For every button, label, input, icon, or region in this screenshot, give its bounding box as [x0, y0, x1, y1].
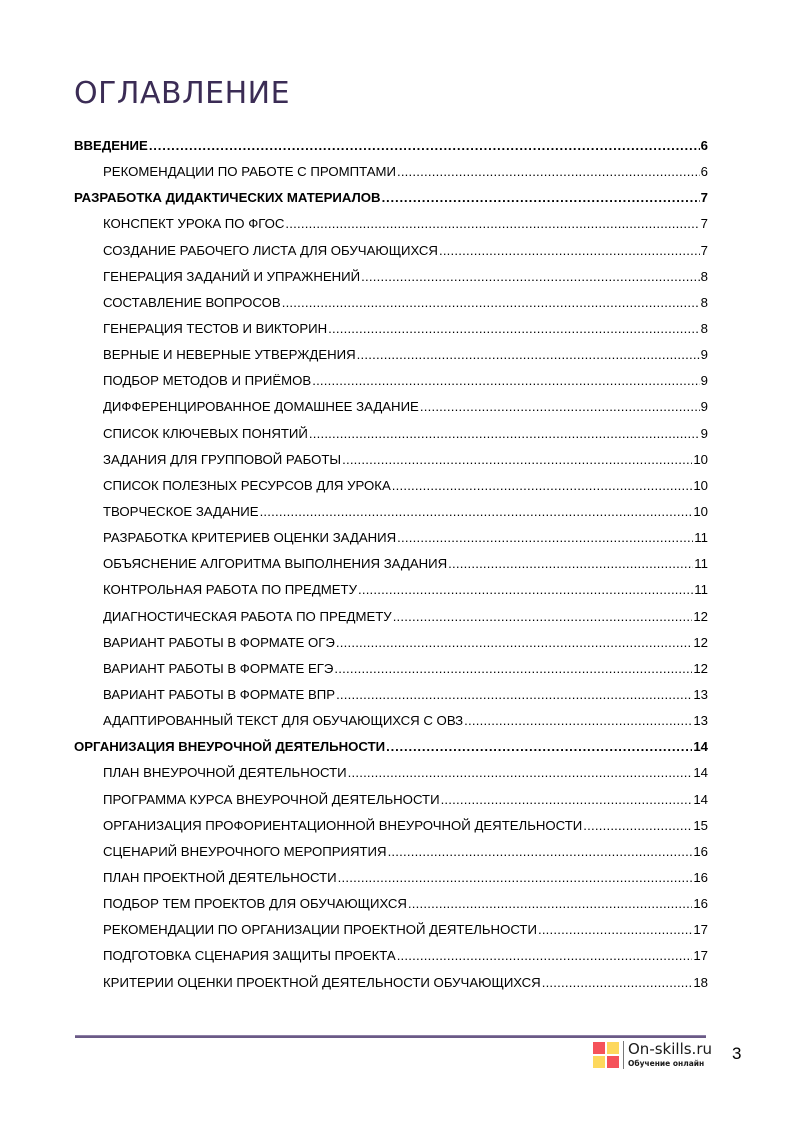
- toc-entry-label: ВАРИАНТ РАБОТЫ В ФОРМАТЕ ОГЭ: [103, 634, 335, 650]
- dot-leader: [420, 397, 700, 417]
- toc-entry-page: 14: [693, 791, 708, 807]
- toc-entry-label: РАЗРАБОТКА КРИТЕРИЕВ ОЦЕНКИ ЗАДАНИЯ: [103, 530, 397, 546]
- toc-entry-label: РЕКОМЕНДАЦИИ ПО РАБОТЕ С ПРОМПТАМИ: [103, 164, 396, 180]
- dot-leader: [583, 816, 692, 836]
- toc-subsection-link[interactable]: [74, 345, 708, 371]
- toc-entry-label: ПОДГОТОВКА СЦЕНАРИЯ ЗАЩИТЫ ПРОЕКТА: [103, 948, 396, 964]
- toc-entry-page: 10: [693, 503, 708, 519]
- toc-section-link[interactable]: [74, 188, 708, 214]
- toc-entry-label: РАЗРАБОТКА ДИДАКТИЧЕСКИХ МАТЕРИАЛОВ: [74, 190, 381, 206]
- dot-leader: [358, 580, 693, 600]
- logo-square-yellow: [607, 1042, 619, 1054]
- toc-entry-page: 6: [700, 164, 708, 180]
- dot-leader: [388, 842, 693, 862]
- dot-leader: [397, 162, 700, 182]
- toc-subsection-link[interactable]: [74, 554, 708, 580]
- dot-leader: [285, 214, 699, 234]
- toc-entry-label: ЗАДАНИЯ ДЛЯ ГРУППОВОЙ РАБОТЫ: [103, 451, 342, 467]
- toc-entry-page: 16: [693, 843, 708, 859]
- toc-entry-page: 8: [700, 320, 708, 336]
- toc-section-link[interactable]: [74, 136, 708, 162]
- dot-leader: [448, 554, 693, 574]
- toc-entry-page: 14: [693, 765, 708, 781]
- logo-square-yellow: [593, 1056, 605, 1068]
- toc-entry-page: 12: [693, 660, 708, 676]
- dot-leader: [542, 973, 693, 993]
- toc-subsection-link[interactable]: [74, 528, 708, 554]
- toc-entry-page: 15: [693, 817, 708, 833]
- dot-leader: [338, 868, 693, 888]
- toc-entry-label: ОРГАНИЗАЦИЯ ВНЕУРОЧНОЙ ДЕЯТЕЛЬНОСТИ: [74, 739, 386, 755]
- logo-name: On-skills.ru: [628, 1040, 712, 1059]
- dot-leader: [397, 528, 693, 548]
- logo-tagline: Обучение онлайн: [628, 1059, 705, 1069]
- dot-leader: [312, 371, 699, 391]
- toc-entry-page: 13: [693, 713, 708, 729]
- toc-entry-page: 11: [694, 556, 708, 572]
- toc-entry-label: ДИАГНОСТИЧЕСКАЯ РАБОТА ПО ПРЕДМЕТУ: [103, 608, 392, 624]
- toc-subsection-link[interactable]: [74, 711, 708, 737]
- toc-entry-page: 14: [693, 739, 708, 755]
- dot-leader: [464, 711, 692, 731]
- toc-entry-page: 17: [693, 922, 708, 938]
- dot-leader: [393, 607, 693, 627]
- dot-leader: [342, 450, 692, 470]
- toc-entry-label: ГЕНЕРАЦИЯ ТЕСТОВ И ВИКТОРИН: [103, 320, 328, 336]
- toc-subsection-link[interactable]: [74, 397, 708, 423]
- toc-subsection-link[interactable]: [74, 476, 708, 502]
- toc-entry-page: 6: [700, 138, 708, 153]
- dot-leader: [336, 633, 692, 653]
- logo-separator: [623, 1041, 624, 1069]
- dot-leader: [309, 424, 700, 444]
- toc-entry-label: ПРОГРАММА КУРСА ВНЕУРОЧНОЙ ДЕЯТЕЛЬНОСТИ: [103, 791, 440, 807]
- toc-subsection-link[interactable]: [74, 293, 708, 319]
- dot-leader: [538, 920, 692, 940]
- toc-entry-page: 11: [694, 530, 708, 546]
- toc-entry-page: 12: [693, 634, 708, 650]
- toc-subsection-link[interactable]: [74, 633, 708, 659]
- dot-leader: [282, 293, 700, 313]
- toc-entry-page: 9: [700, 373, 708, 389]
- dot-leader: [260, 502, 693, 522]
- toc-entry-page: 7: [700, 190, 708, 206]
- dot-leader: [408, 894, 692, 914]
- toc-subsection-link[interactable]: [74, 162, 708, 188]
- on-skills-logo[interactable]: [593, 1041, 712, 1069]
- toc-subsection-link[interactable]: [74, 842, 708, 868]
- toc-subsection-link[interactable]: [74, 371, 708, 397]
- toc-entry-page: 16: [693, 896, 708, 912]
- toc-subsection-link[interactable]: [74, 424, 708, 450]
- toc-subsection-link[interactable]: [74, 816, 708, 842]
- toc-entry-label: ГЕНЕРАЦИЯ ЗАДАНИЙ И УПРАЖНЕНИЙ: [103, 268, 361, 284]
- toc-entry-page: 9: [700, 425, 708, 441]
- toc-entry-page: 11: [694, 582, 708, 598]
- toc-entry-page: 9: [700, 399, 708, 415]
- toc-entry-label: ВЕРНЫЕ И НЕВЕРНЫЕ УТВЕРЖДЕНИЯ: [103, 347, 356, 363]
- footer-divider: [75, 1035, 706, 1038]
- toc-subsection-link[interactable]: [74, 920, 708, 946]
- toc-subsection-link[interactable]: [74, 450, 708, 476]
- toc-entry-page: 7: [700, 242, 708, 258]
- toc-subsection-link[interactable]: [74, 973, 708, 999]
- dot-leader: [348, 763, 693, 783]
- toc-subsection-link[interactable]: [74, 685, 708, 711]
- page-number: 3: [732, 1044, 742, 1063]
- toc-subsection-link[interactable]: [74, 790, 708, 816]
- toc-subsection-link[interactable]: [74, 659, 708, 685]
- toc-entry-label: ПЛАН ПРОЕКТНОЙ ДЕЯТЕЛЬНОСТИ: [103, 869, 337, 885]
- toc-subsection-link[interactable]: [74, 580, 708, 606]
- dot-leader: [382, 188, 700, 208]
- dot-leader: [439, 241, 700, 261]
- toc-entry-label: АДАПТИРОВАННЫЙ ТЕКСТ ДЛЯ ОБУЧАЮЩИХСЯ С ОВЗ: [103, 713, 464, 729]
- toc-entry-label: ПОДБОР ТЕМ ПРОЕКТОВ ДЛЯ ОБУЧАЮЩИХСЯ: [103, 896, 407, 912]
- logo-square-red: [593, 1042, 605, 1054]
- toc-entry-label: ВАРИАНТ РАБОТЫ В ФОРМАТЕ ЕГЭ: [103, 660, 334, 676]
- toc-subsection-link[interactable]: [74, 319, 708, 345]
- toc-entry-label: СПИСОК ПОЛЕЗНЫХ РЕСУРСОВ ДЛЯ УРОКА: [103, 477, 391, 493]
- toc-entry-label: СПИСОК КЛЮЧЕВЫХ ПОНЯТИЙ: [103, 425, 308, 441]
- toc-subsection-link[interactable]: [74, 502, 708, 528]
- toc-entry-label: СОЗДАНИЕ РАБОЧЕГО ЛИСТА ДЛЯ ОБУЧАЮЩИХСЯ: [103, 242, 438, 258]
- dot-leader: [441, 790, 693, 810]
- toc-subsection-link[interactable]: [74, 894, 708, 920]
- toc-entry-page: 17: [693, 948, 708, 964]
- dot-leader: [357, 345, 700, 365]
- toc-subsection-link[interactable]: [74, 868, 708, 894]
- toc-entry-page: 8: [700, 294, 708, 310]
- dot-leader: [334, 659, 692, 679]
- toc-subsection-link[interactable]: [74, 607, 708, 633]
- dot-leader: [336, 685, 692, 705]
- toc-entry-label: ДИФФЕРЕНЦИРОВАННОЕ ДОМАШНЕЕ ЗАДАНИЕ: [103, 399, 419, 415]
- toc-entry-page: 10: [693, 477, 708, 493]
- toc-entry-page: 13: [693, 686, 708, 702]
- toc-entry-label: КОНСПЕКТ УРОКА ПО ФГОС: [103, 216, 285, 232]
- toc-subsection-link[interactable]: [74, 267, 708, 293]
- toc-subsection-link[interactable]: [74, 241, 708, 267]
- dot-leader: [328, 319, 700, 339]
- toc-entry-label: ПЛАН ВНЕУРОЧНОЙ ДЕЯТЕЛЬНОСТИ: [103, 765, 347, 781]
- logo-square-red: [607, 1056, 619, 1068]
- logo-squares-icon: [593, 1042, 619, 1068]
- toc-entry-label: СЦЕНАРИЙ ВНЕУРОЧНОГО МЕРОПРИЯТИЯ: [103, 843, 387, 859]
- dot-leader: [361, 267, 700, 287]
- toc-entry-page: 7: [700, 216, 708, 232]
- toc-entry-label: РЕКОМЕНДАЦИИ ПО ОРГАНИЗАЦИИ ПРОЕКТНОЙ ДЕЯТЕЛЬНОСТИ: [103, 922, 537, 938]
- toc-entry-label: ТВОРЧЕСКОЕ ЗАДАНИЕ: [103, 503, 259, 519]
- toc-entry-page: 18: [693, 974, 708, 990]
- toc-entry-label: КРИТЕРИИ ОЦЕНКИ ПРОЕКТНОЙ ДЕЯТЕЛЬНОСТИ ОБУЧАЮЩИХСЯ: [103, 974, 541, 990]
- toc-entry-page: 10: [693, 451, 708, 467]
- table-of-contents: [74, 136, 708, 999]
- toc-section-link[interactable]: [74, 737, 708, 763]
- toc-subsection-link[interactable]: [74, 946, 708, 972]
- dot-leader: [386, 737, 692, 757]
- toc-entry-label: СОСТАВЛЕНИЕ ВОПРОСОВ: [103, 294, 281, 310]
- toc-entry-label: КОНТРОЛЬНАЯ РАБОТА ПО ПРЕДМЕТУ: [103, 582, 357, 598]
- logo-text: [628, 1042, 712, 1068]
- toc-entry-page: 12: [693, 608, 708, 624]
- toc-subsection-link[interactable]: [74, 214, 708, 240]
- toc-entry-page: 16: [693, 869, 708, 885]
- dot-leader: [149, 136, 700, 156]
- toc-entry-label: ПОДБОР МЕТОДОВ И ПРИЁМОВ: [103, 373, 312, 389]
- toc-subsection-link[interactable]: [74, 763, 708, 789]
- toc-entry-label: ВВЕДЕНИЕ: [74, 138, 148, 153]
- page-title: ОГЛАВЛЕНИЕ: [74, 76, 291, 111]
- toc-entry-label: ОРГАНИЗАЦИЯ ПРОФОРИЕНТАЦИОННОЙ ВНЕУРОЧНОЙ ДЕЯТЕЛЬНОСТИ: [103, 817, 583, 833]
- dot-leader: [397, 946, 693, 966]
- toc-entry-label: ВАРИАНТ РАБОТЫ В ФОРМАТЕ ВПР: [103, 686, 336, 702]
- dot-leader: [392, 476, 693, 496]
- toc-entry-label: ОБЪЯСНЕНИЕ АЛГОРИТМА ВЫПОЛНЕНИЯ ЗАДАНИЯ: [103, 556, 448, 572]
- toc-entry-page: 9: [700, 347, 708, 363]
- toc-entry-page: 8: [700, 268, 708, 284]
